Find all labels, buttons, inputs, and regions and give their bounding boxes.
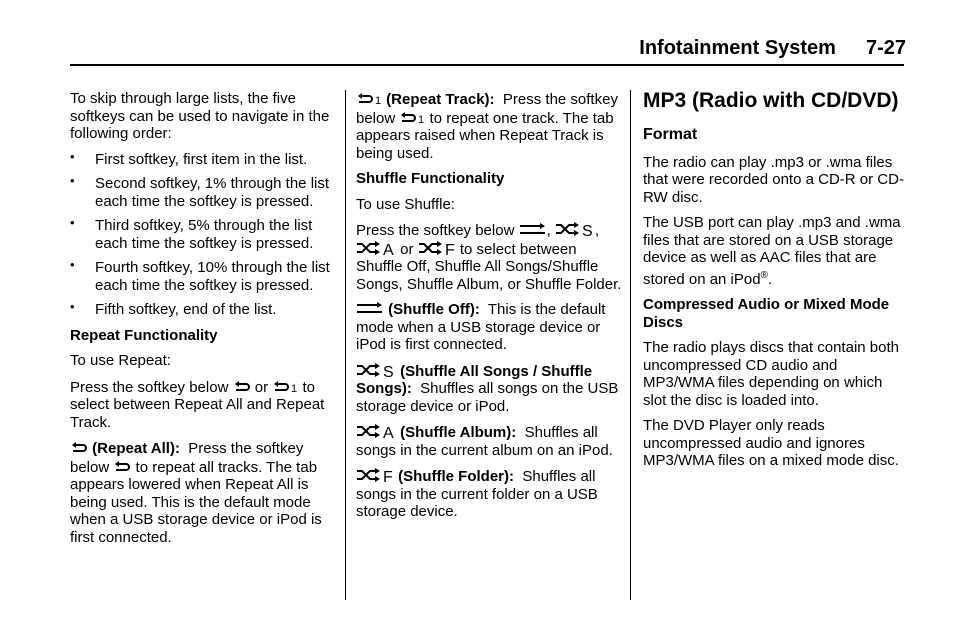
shuffle-use: To use Shuffle: (356, 195, 455, 213)
list-item: • First softkey, first item in the list. (70, 148, 308, 168)
repeat-all-description: (Repeat All): Press the softkey below to repeat all tracks. The tab appears lowered when Repeat All is being used. This is the default mode when a USB storage device or iPod is first connected. (70, 440, 322, 546)
svg-text:A: A (383, 241, 394, 256)
format-paragraph-1: The radio can play .mp3 or .wma files that were recorded onto a CD-R or CD-RW disc. (643, 153, 904, 206)
svg-text:1: 1 (418, 113, 425, 125)
svg-text:F: F (444, 241, 455, 256)
repeat-all-icon (113, 458, 131, 474)
list-item: • Second softkey, 1% through the list each time the softkey is pressed. (70, 173, 330, 210)
bullet: • (70, 299, 75, 314)
shuffle-all-description: S (Shuffle All Songs / Shuffle Songs): Shuffles all songs on the USB storage device or iPod. (356, 362, 619, 415)
bullet: • (70, 257, 75, 272)
svg-text:F: F (383, 469, 393, 483)
shuffle-album-description: A (Shuffle Album): Shuffles all songs in the current album on an iPod. (356, 424, 613, 459)
repeat-track-icon (399, 109, 425, 125)
column-left (70, 90, 336, 554)
list-item: • Third softkey, 5% through the list each time the softkey is pressed. (70, 215, 314, 252)
compressed-paragraph: The radio plays discs that contain both uncompressed CD audio and MP3/WMA files depending on which slot the disc is loaded into. (643, 339, 899, 409)
page-number: 7-27 (865, 37, 906, 59)
shuffle-off-icon (356, 302, 384, 316)
svg-text:S: S (383, 363, 394, 378)
shuffle-off-description: (Shuffle Off): This is the default mode when a USB storage device or iPod is first connected. (356, 301, 606, 353)
dvd-paragraph: The DVD Player only reads uncompressed audio and ignores MP3/WMA files on a mixed mode disc. (643, 417, 899, 469)
repeat-all-icon (233, 378, 251, 394)
shuffle-folder-icon (356, 467, 394, 483)
shuffle-folder-description: F (Shuffle Folder): Shuffles all songs in the current folder on a USB storage device. (356, 468, 598, 520)
shuffle-off-icon (519, 223, 547, 237)
repeat-instructions: Press the softkey below or 1 to select between Repeat All and Repeat Track. (70, 378, 325, 431)
bullet: • (70, 148, 75, 164)
list-intro: To skip through large lists, the five softkeys can be used to navigate in the following order: (70, 90, 330, 142)
bullet: • (70, 215, 75, 230)
bullet: • (70, 173, 75, 188)
format-heading: Format (643, 126, 698, 143)
softkey-list (70, 148, 336, 319)
repeat-heading: Repeat Functionality (70, 326, 218, 344)
shuffle-folder-icon (418, 240, 456, 256)
registered-mark: ® (760, 269, 768, 281)
shuffle-songs-icon (555, 221, 595, 237)
section-heading: MP3 (Radio with CD/DVD) (643, 89, 899, 112)
shuffle-album-icon (356, 240, 396, 256)
column-divider (630, 90, 631, 600)
section-title: Infotainment System (639, 37, 836, 59)
list-item: • Fourth softkey, 10% through the list each time the softkey is pressed. (70, 257, 330, 294)
svg-text:1: 1 (375, 95, 382, 106)
compressed-heading: Compressed Audio or Mixed Mode Discs (643, 296, 890, 331)
shuffle-album-icon (356, 423, 396, 439)
shuffle-heading: Shuffle Functionality (356, 170, 505, 187)
list-item: • Fifth softkey, end of the list. (70, 299, 277, 318)
repeat-track-description: 1 (Repeat Track): Press the softkey below 1 to repeat one track. The tab appears raised when Repeat Track is being used. (356, 91, 618, 162)
svg-text:1: 1 (291, 382, 298, 394)
page-header (0, 0, 954, 66)
svg-text:S: S (581, 223, 593, 237)
repeat-track-icon (272, 378, 298, 394)
repeat-all-icon (70, 439, 88, 455)
column-middle (356, 90, 622, 529)
header-rule (70, 64, 904, 66)
repeat-use: To use Repeat: (70, 352, 171, 369)
column-right (643, 90, 905, 478)
repeat-track-icon (356, 90, 382, 106)
shuffle-songs-icon (356, 362, 396, 378)
svg-text:A: A (383, 425, 394, 439)
format-paragraph-2: The USB port can play .mp3 and .wma files that are stored on a USB storage device as well as AAC files that are stored on an iPod®. (643, 214, 901, 288)
header-title (639, 37, 906, 60)
column-divider (345, 90, 346, 600)
shuffle-instructions: Press the softkey below , S , A or F to select between Shuffle Off, Shuffle All Songs/Shuffle Songs, Shuffle Album, or Shuffle Folder. (356, 222, 622, 293)
